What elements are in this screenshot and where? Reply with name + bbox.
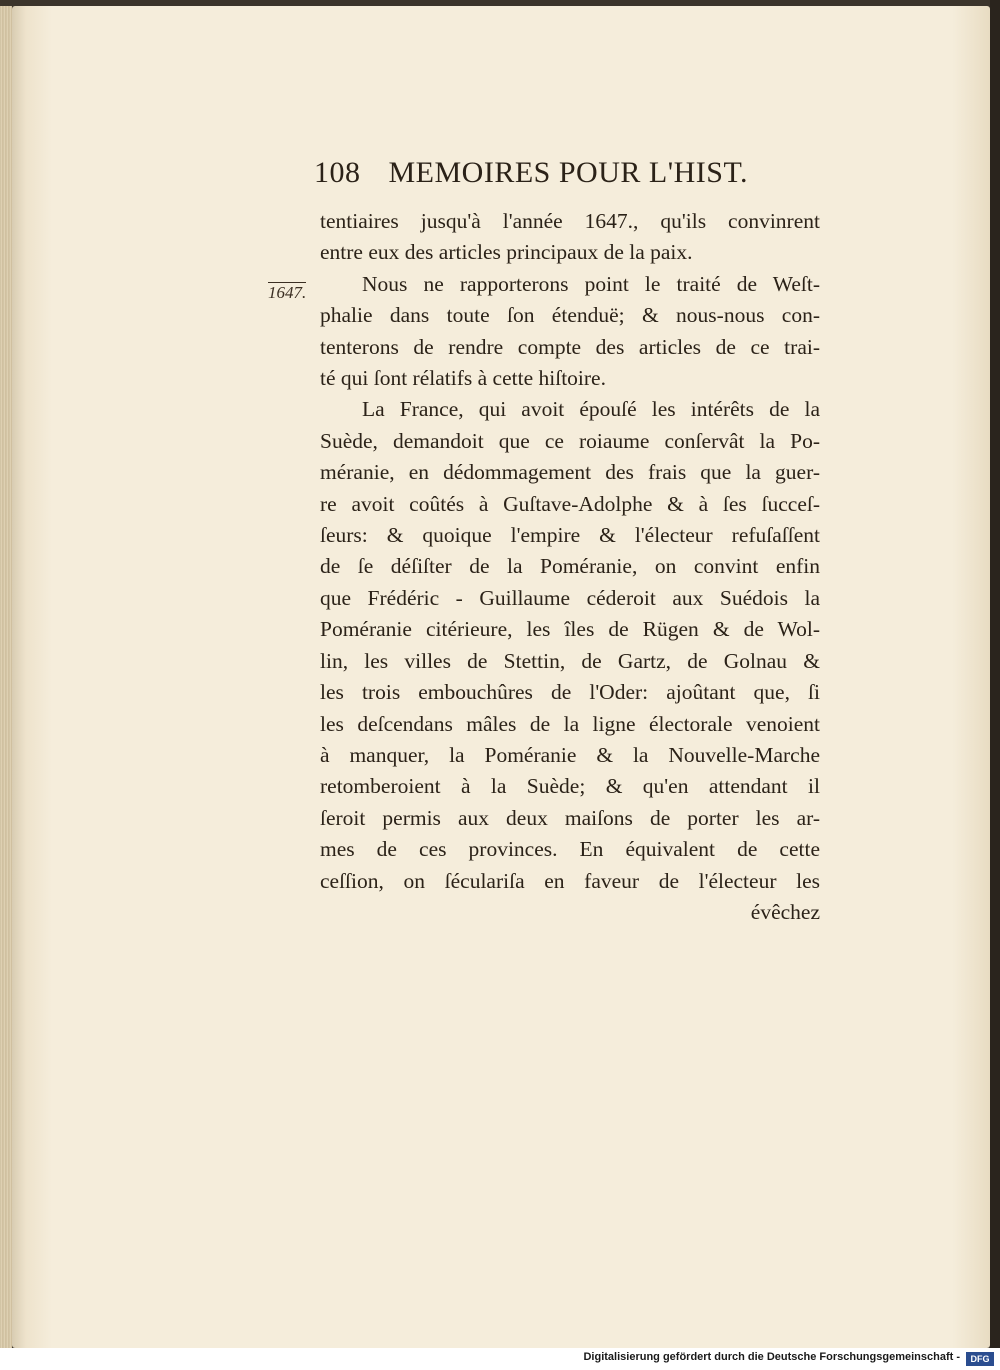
text-line: ceſſion, on ſéculariſa en faveur de l'électeur les: [320, 868, 820, 893]
text-line: que Frédéric - Guillaume céderoit aux Suédois la: [320, 585, 820, 610]
text-line: Poméranie citérieure, les îles de Rügen & de Wol-: [320, 617, 820, 642]
text-line: té qui ſont rélatifs à cette hiſtoire.: [320, 366, 606, 391]
text-line: tentiaires jusqu'à l'année 1647., qu'ils convinrent: [320, 209, 820, 233]
text-line: lin, les villes de Stettin, de Gartz, de Golnau &: [320, 648, 820, 673]
text-line: La France, qui avoit épouſé les intérêts de la: [362, 397, 820, 422]
margin-note-year: 1647.: [268, 283, 307, 302]
footer-credit: Digitalisierung gefördert durch die Deutsche Forschungsgemeinschaft -: [583, 1351, 960, 1363]
text-line: tenterons de rendre compte des articles de ce trai-: [320, 334, 820, 359]
text-line: à manquer, la Poméranie & la Nouvelle-Marche: [320, 742, 820, 767]
text-line: Suède, demandoit que ce roiaume conſervât la Po-: [320, 428, 820, 453]
text-line: ſeurs: & quoique l'empire & l'électeur refuſaſſent: [320, 523, 820, 548]
text-line: les trois embouchûres de l'Oder: ajoûtant que, ſi: [320, 680, 820, 705]
text-line: Nous ne rapporterons point le traité de Weſt-: [362, 271, 820, 296]
page-number: 108: [314, 156, 361, 189]
running-title: MEMOIRES POUR L'HIST.: [388, 156, 749, 189]
text-line: phalie dans toute ſon étenduë; & nous-nous con-: [320, 303, 820, 328]
page-edge-stack: [0, 6, 12, 1348]
text-line: mes de ces provinces. En équivalent de cette: [320, 837, 820, 862]
catchword: évêchez: [750, 899, 820, 924]
text-line: ſeroit permis aux deux maiſons de porter les ar-: [320, 805, 820, 830]
text-line: de ſe déſiſter de la Poméranie, on convint enfin: [320, 554, 820, 579]
text-line: retomberoient à la Suède; & qu'en attendant il: [320, 774, 820, 799]
footer-bar: [0, 1348, 1000, 1370]
dfg-logo-icon: DFG: [966, 1352, 994, 1366]
text-line: entre eux des articles principaux de la paix.: [320, 240, 693, 265]
text-line: méranie, en dédommagement des frais que la guer-: [320, 460, 820, 485]
scan-border: [990, 0, 1000, 1370]
text-line: re avoit coûtés à Guſtave-Adolphe & à ſes ſucceſ-: [320, 491, 820, 516]
running-header: [314, 156, 834, 190]
body-text: [320, 206, 820, 928]
text-line: les deſcendans mâles de la ligne électorale venoient: [320, 711, 820, 736]
